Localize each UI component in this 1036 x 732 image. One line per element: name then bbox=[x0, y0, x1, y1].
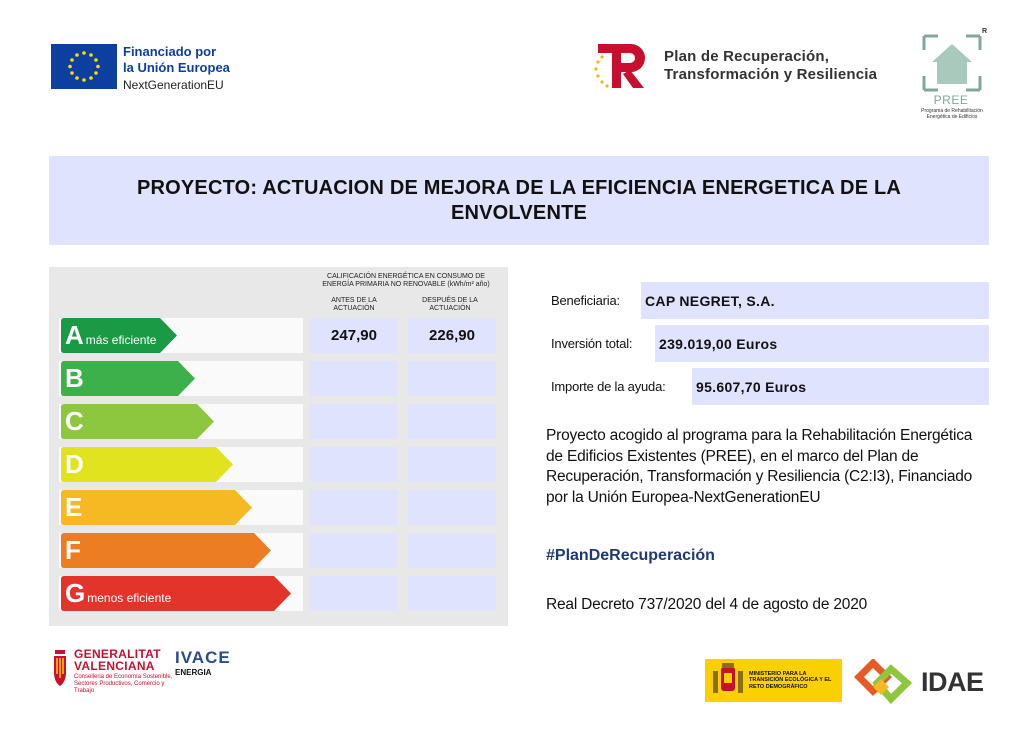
beneficiary-label: Beneficiaria: bbox=[551, 293, 620, 308]
eu-text-line1: Financiado por bbox=[123, 44, 217, 59]
energy-class-letter: F bbox=[65, 535, 81, 565]
royal-decree-text: Real Decreto 737/2020 del 4 de agosto de 2020 bbox=[546, 596, 868, 613]
hashtag: #PlanDeRecuperación bbox=[546, 547, 715, 564]
investment-value: 239.019,00 Euros bbox=[655, 325, 989, 362]
before-value-cell bbox=[310, 490, 398, 525]
energy-rating-panel bbox=[49, 267, 508, 626]
energy-class-label bbox=[65, 361, 84, 396]
energy-class-label bbox=[65, 318, 156, 358]
idae-name: IDAE bbox=[921, 666, 984, 697]
ivace-name: IVACE bbox=[175, 648, 231, 667]
ivace-subtitle: ENERGIA bbox=[175, 668, 212, 677]
energy-class-label bbox=[65, 576, 171, 616]
after-value-cell bbox=[408, 404, 496, 439]
energy-class-letter: B bbox=[65, 363, 84, 393]
gva-department: Conselleria de Economía Sostenible, Sectores Productivos, Comercio y Trabajo bbox=[74, 674, 173, 694]
energy-class-letter: D bbox=[65, 449, 84, 479]
energy-class-label bbox=[65, 404, 84, 439]
after-value-cell: 226,90 bbox=[408, 318, 496, 353]
ministerio-name: MINISTERIO PARA LA TRANSICIÓN ECOLÓGICA Y EL RETO DEMOGRÁFICO bbox=[749, 670, 832, 690]
energy-class-letter: A bbox=[65, 320, 84, 350]
pree-registered-mark: R bbox=[982, 28, 988, 35]
pree-logo bbox=[914, 30, 990, 122]
ministerio-logo bbox=[705, 659, 842, 702]
aid-value: 95.607,70 Euros bbox=[692, 368, 989, 405]
after-column-header: DESPUÉS DE LA ACTUACIÓN bbox=[422, 297, 478, 312]
beneficiary-value: CAP NEGRET, S.A. bbox=[641, 282, 989, 319]
gva-name-line1: GENERALITAT bbox=[74, 647, 161, 661]
energy-class-label bbox=[65, 533, 81, 568]
eu-text-line2: la Unión Europea bbox=[123, 60, 230, 75]
energy-arrow-d bbox=[61, 447, 233, 482]
after-value-cell bbox=[408, 361, 496, 396]
energy-class-caption: menos eficiente bbox=[87, 591, 172, 605]
investment-label: Inversión total: bbox=[551, 336, 633, 351]
gva-crest-icon bbox=[52, 648, 68, 690]
aid-label: Importe de la ayuda: bbox=[551, 379, 666, 394]
before-value-cell: 247,90 bbox=[310, 318, 398, 353]
pree-house-icon bbox=[914, 30, 990, 94]
energy-class-caption: más eficiente bbox=[85, 333, 157, 347]
project-title: PROYECTO: ACTUACION DE MEJORA DE LA EFICIENCIA ENERGETICA DE LA ENVOLVENTE bbox=[136, 176, 902, 224]
energy-rating-header: CALIFICACIÓN ENERGÉTICA EN CONSUMO DE ENERGÍA PRIMARIA NO RENOVABLE (kWh/m² año) bbox=[322, 273, 490, 288]
program-description: Proyecto acogido al programa para la Rehabilitación Energética de Edificios Existentes (PREE), en el marco del Plan de Recuperación, Transformación y Resiliencia (C2:I3), Financiado por la Unión Europea-NextGenerationEU bbox=[546, 427, 973, 506]
pree-label: PREE bbox=[933, 93, 969, 107]
title-band bbox=[49, 156, 989, 245]
energy-arrow-e bbox=[61, 490, 252, 525]
energy-arrow-f bbox=[61, 533, 271, 568]
after-value-cell bbox=[408, 533, 496, 568]
idae-mark-icon bbox=[853, 659, 917, 705]
energy-class-letter: G bbox=[65, 578, 86, 608]
idae-logo bbox=[853, 659, 984, 705]
before-value-cell bbox=[310, 447, 398, 482]
eu-text-line3: NextGenerationEU bbox=[123, 78, 224, 92]
pree-subtitle: Programa de Rehabilitación Energética de Edificios bbox=[921, 108, 983, 120]
prtr-mark-icon bbox=[592, 40, 652, 92]
before-value-cell bbox=[310, 404, 398, 439]
prtr-text-line2: Transformación y Resiliencia bbox=[664, 66, 878, 83]
energy-class-label bbox=[65, 490, 82, 525]
gva-name-line2: VALENCIANA bbox=[74, 659, 155, 673]
energy-class-letter: E bbox=[65, 492, 83, 522]
generalitat-valenciana-logo bbox=[52, 648, 184, 695]
eu-flag-icon bbox=[51, 44, 117, 89]
energy-class-label bbox=[65, 447, 84, 482]
eu-funding-logo bbox=[51, 44, 230, 93]
before-value-cell bbox=[310, 576, 398, 611]
before-column-header: ANTES DE LA ACTUACIÓN bbox=[331, 297, 377, 312]
spain-coat-of-arms-icon bbox=[709, 661, 745, 701]
recovery-plan-logo bbox=[592, 40, 877, 92]
after-value-cell bbox=[408, 490, 496, 525]
energy-class-letter: C bbox=[65, 406, 84, 436]
before-value-cell bbox=[310, 533, 398, 568]
after-value-cell bbox=[408, 576, 496, 611]
after-value-cell bbox=[408, 447, 496, 482]
prtr-text-line1: Plan de Recuperación, bbox=[664, 48, 830, 65]
before-value-cell bbox=[310, 361, 398, 396]
ivace-logo bbox=[175, 648, 231, 677]
